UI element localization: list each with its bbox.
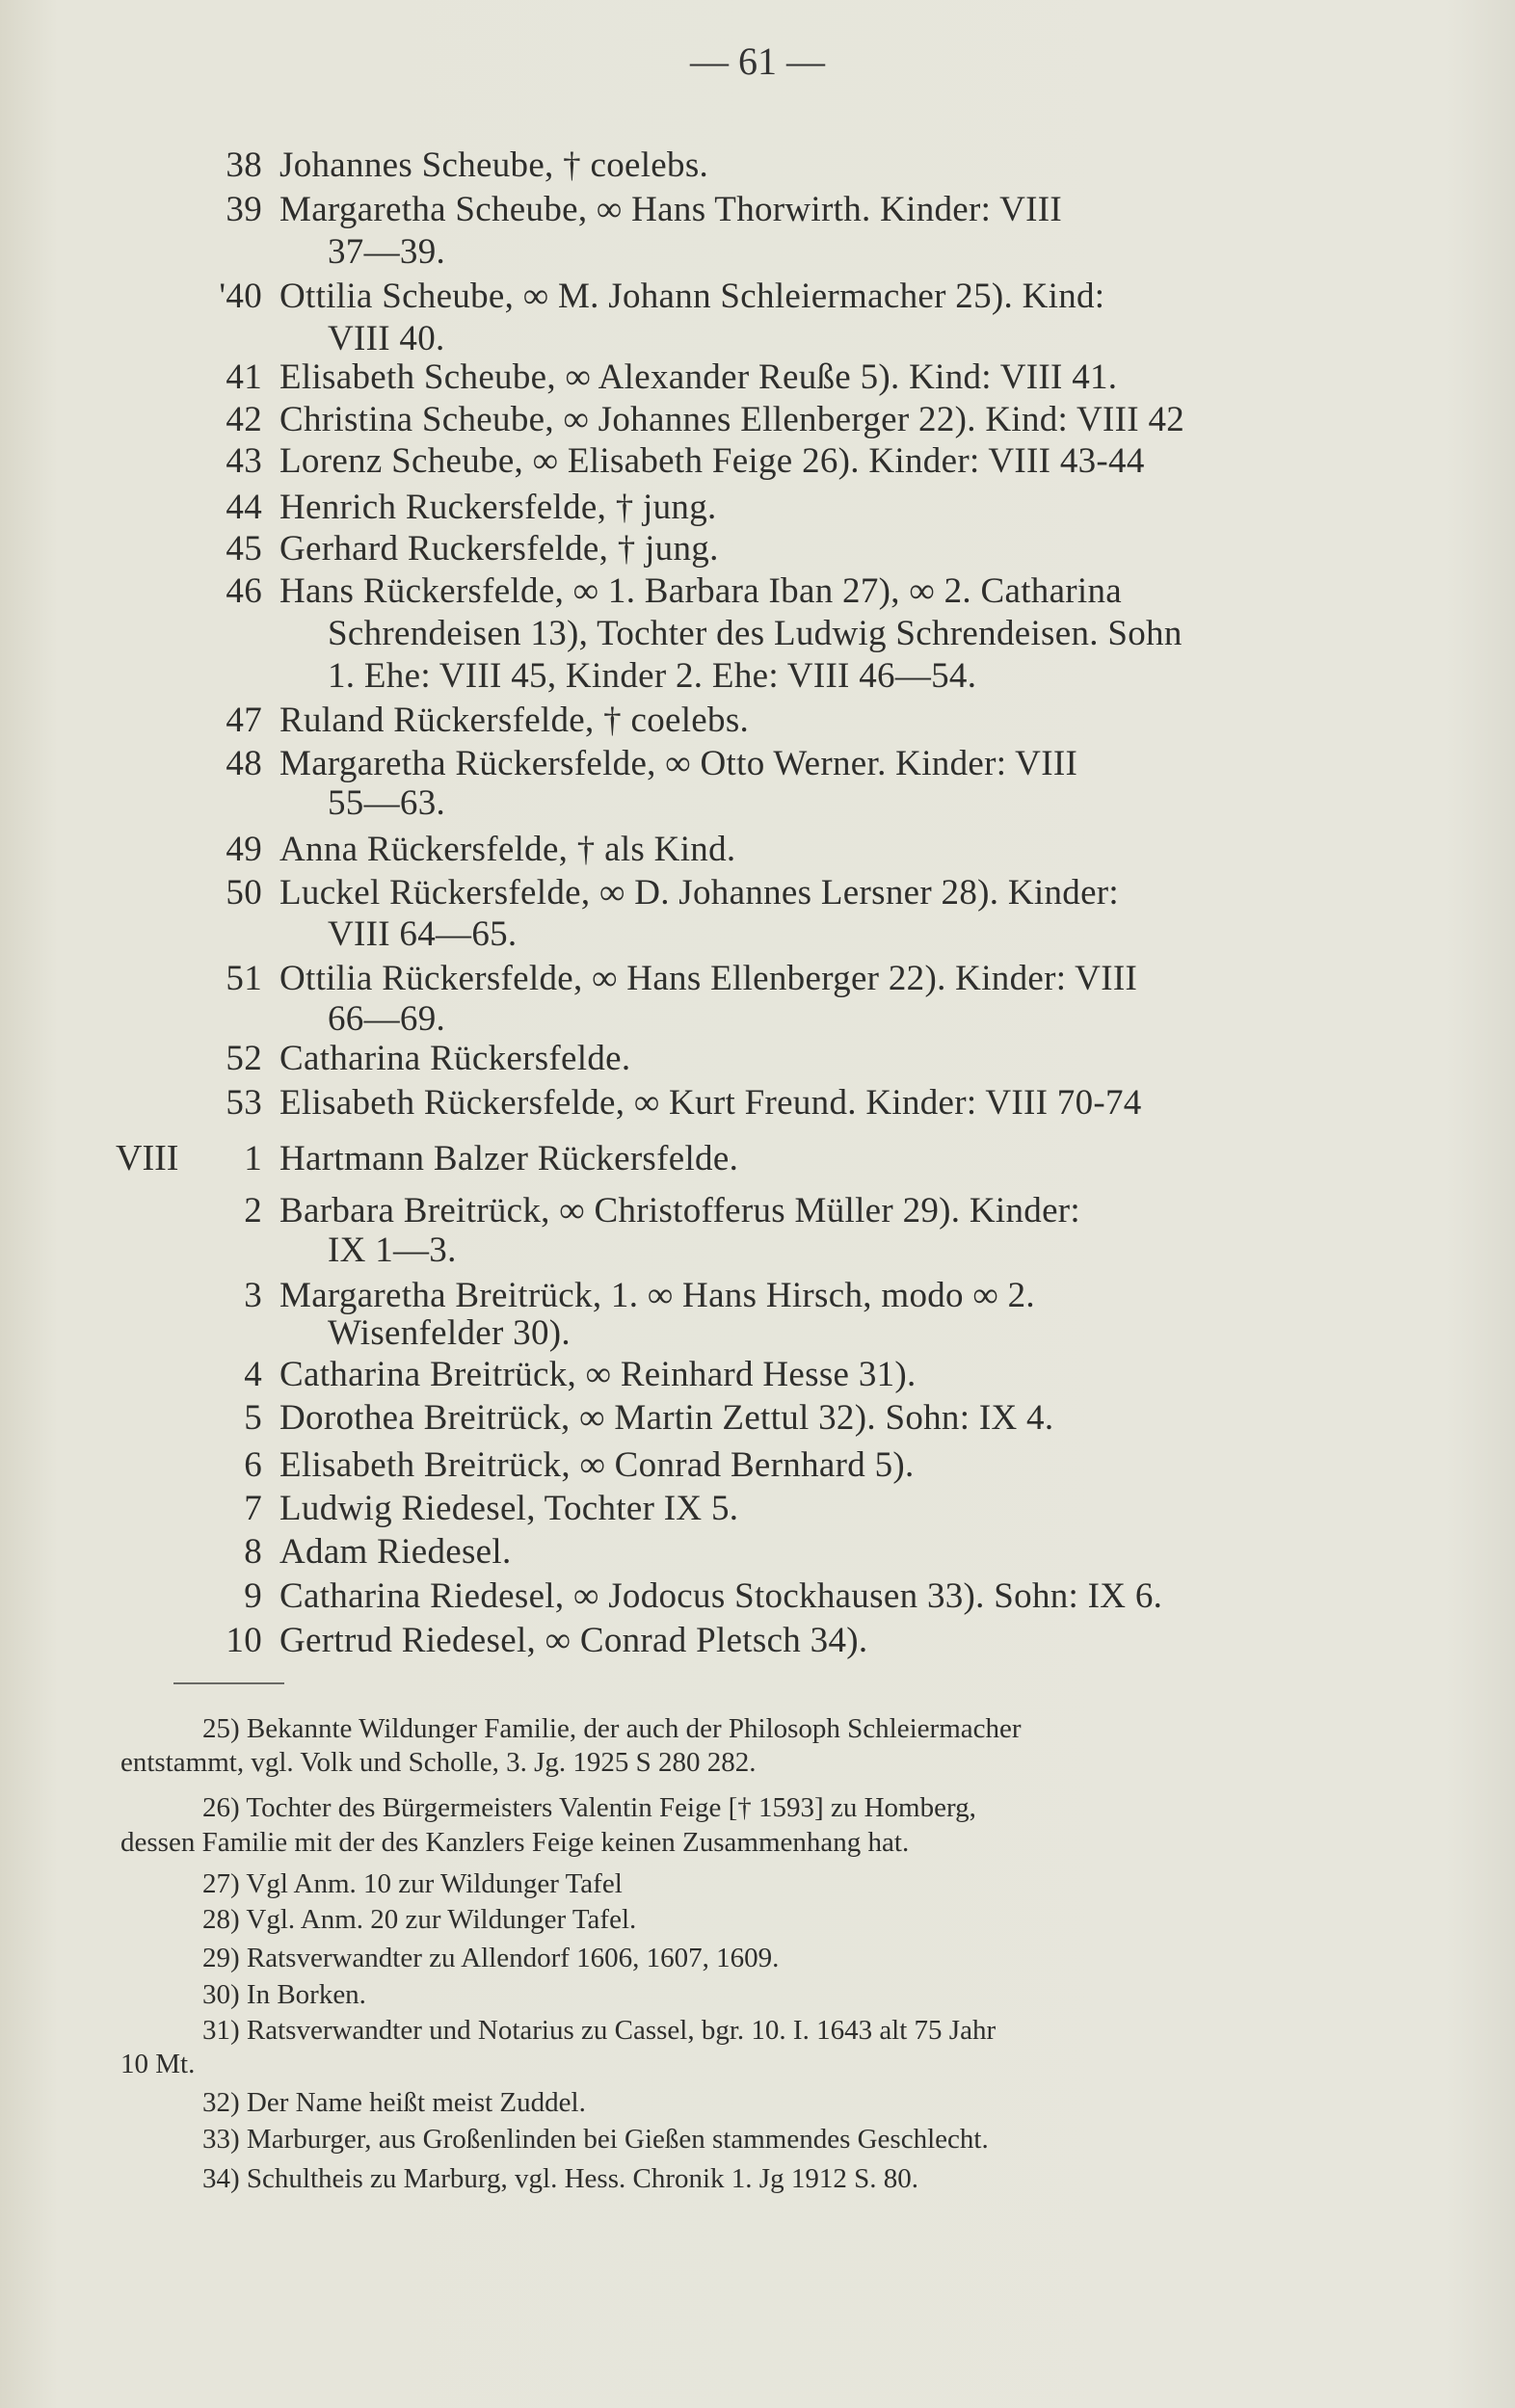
entry-text: Ottilia Rückersfelde, ∞ Hans Ellenberger 22). Kinder: VIII [279, 959, 1138, 998]
entry-number: 43 [226, 441, 262, 481]
entry-number: 39 [226, 190, 262, 229]
entry-text: 37—39. [328, 232, 446, 272]
entry-number: '40 [219, 277, 262, 316]
entry-text: Catharina Rückersfelde. [279, 1039, 631, 1078]
footnote-divider [173, 1682, 284, 1684]
footnote-line: 31) Ratsverwandter und Notarius zu Cassel, bgr. 10. I. 1643 alt 75 Jahr [202, 2015, 997, 2046]
entry-text: Catharina Breitrück, ∞ Reinhard Hesse 31). [279, 1355, 917, 1394]
entry-text: Lorenz Scheube, ∞ Elisabeth Feige 26). Kinder: VIII 43-44 [279, 441, 1145, 481]
entry-text: Dorothea Breitrück, ∞ Martin Zettul 32). Sohn: IX 4. [279, 1398, 1054, 1438]
entry-number: 51 [226, 959, 262, 998]
entry-text: Hans Rückersfelde, ∞ 1. Barbara Iban 27), ∞ 2. Catharina [279, 571, 1123, 611]
entry-number: 5 [244, 1398, 262, 1438]
entry-text: 66—69. [328, 999, 446, 1039]
entry-number: 48 [226, 744, 262, 783]
entry-text: 1. Ehe: VIII 45, Kinder 2. Ehe: VIII 46—54. [328, 656, 977, 696]
footnote-line: 32) Der Name heißt meist Zuddel. [202, 2087, 586, 2118]
entry-number: 53 [226, 1083, 262, 1123]
entry-text: Ludwig Riedesel, Tochter IX 5. [279, 1489, 739, 1528]
entry-text: Anna Rückersfelde, † als Kind. [279, 830, 736, 869]
entry-text: Ruland Rückersfelde, † coelebs. [279, 701, 750, 740]
entry-number: 1 [244, 1139, 262, 1178]
generation-label: VIII [116, 1138, 179, 1178]
entry-text: Hartmann Balzer Rückersfelde. [279, 1139, 739, 1178]
entry-number: 44 [226, 488, 262, 527]
footnote-line: 25) Bekannte Wildunger Familie, der auch der Philosoph Schleiermacher [202, 1713, 1022, 1744]
entry-number: 45 [226, 529, 262, 569]
entry-number: 7 [244, 1489, 262, 1528]
entry-number: 2 [244, 1191, 262, 1230]
entry-text: VIII 64—65. [328, 914, 518, 954]
entry-number: 6 [244, 1445, 262, 1485]
footnote-line: 34) Schultheis zu Marburg, vgl. Hess. Chronik 1. Jg 1912 S. 80. [202, 2163, 918, 2194]
footnote-line: 10 Mt. [120, 2049, 196, 2079]
entry-text: Catharina Riedesel, ∞ Jodocus Stockhausen 33). Sohn: IX 6. [279, 1576, 1163, 1616]
entry-number: 38 [226, 146, 262, 185]
footnote-line: 33) Marburger, aus Großenlinden bei Gießen stammendes Geschlecht. [202, 2124, 989, 2155]
footnote-line: 28) Vgl. Anm. 20 zur Wildunger Tafel. [202, 1904, 637, 1935]
entry-text: Gerhard Ruckersfelde, † jung. [279, 529, 719, 569]
entry-text: Luckel Rückersfelde, ∞ D. Johannes Lersner 28). Kinder: [279, 873, 1119, 913]
entry-text: Wisenfelder 30). [328, 1313, 571, 1353]
footnote-line: dessen Familie mit der des Kanzlers Feige keinen Zusammenhang hat. [120, 1827, 910, 1858]
footnote-line: entstammt, vgl. Volk und Scholle, 3. Jg. 1925 S 280 282. [120, 1747, 757, 1778]
page-number: — 61 — [690, 40, 825, 83]
entry-number: 49 [226, 830, 262, 869]
entry-text: Christina Scheube, ∞ Johannes Ellenberger 22). Kind: VIII 42 [279, 400, 1185, 439]
entry-number: 52 [226, 1039, 262, 1078]
footnote-line: 27) Vgl Anm. 10 zur Wildunger Tafel [202, 1868, 623, 1899]
entry-text: Margaretha Scheube, ∞ Hans Thorwirth. Kinder: VIII [279, 190, 1062, 229]
entry-text: Schrendeisen 13), Tochter des Ludwig Schrendeisen. Sohn [328, 614, 1183, 653]
entry-number: 50 [226, 873, 262, 913]
footnote-line: 26) Tochter des Bürgermeisters Valentin Feige [† 1593] zu Homberg, [202, 1792, 976, 1823]
entry-text: Elisabeth Scheube, ∞ Alexander Reuße 5). Kind: VIII 41. [279, 357, 1118, 397]
entry-number: 47 [226, 701, 262, 740]
entry-number: 9 [244, 1576, 262, 1616]
footnote-line: 29) Ratsverwandter zu Allendorf 1606, 1607, 1609. [202, 1943, 780, 1973]
entry-text: Gertrud Riedesel, ∞ Conrad Pletsch 34). [279, 1621, 868, 1660]
entry-text: Elisabeth Rückersfelde, ∞ Kurt Freund. Kinder: VIII 70-74 [279, 1083, 1142, 1123]
entry-number: 3 [244, 1276, 262, 1315]
entry-text: Margaretha Rückersfelde, ∞ Otto Werner. Kinder: VIII [279, 744, 1078, 783]
entry-text: Adam Riedesel. [279, 1532, 512, 1572]
entry-text: Johannes Scheube, † coelebs. [279, 146, 709, 185]
entry-text: Ottilia Scheube, ∞ M. Johann Schleiermacher 25). Kind: [279, 277, 1105, 316]
entry-text: IX 1—3. [328, 1230, 457, 1270]
entry-number: 41 [226, 357, 262, 397]
entry-text: Barbara Breitrück, ∞ Christofferus Müller 29). Kinder: [279, 1191, 1081, 1230]
entry-text: Henrich Ruckersfelde, † jung. [279, 488, 717, 527]
entry-text: Margaretha Breitrück, 1. ∞ Hans Hirsch, modo ∞ 2. [279, 1276, 1035, 1315]
entry-number: 8 [244, 1532, 262, 1572]
entry-text: 55—63. [328, 783, 446, 823]
entry-number: 4 [244, 1355, 262, 1394]
entry-number: 42 [226, 400, 262, 439]
entry-text: VIII 40. [328, 319, 445, 358]
footnote-line: 30) In Borken. [202, 1979, 366, 2010]
entry-number: 10 [226, 1621, 262, 1660]
entry-text: Elisabeth Breitrück, ∞ Conrad Bernhard 5). [279, 1445, 915, 1485]
entry-number: 46 [226, 571, 262, 611]
